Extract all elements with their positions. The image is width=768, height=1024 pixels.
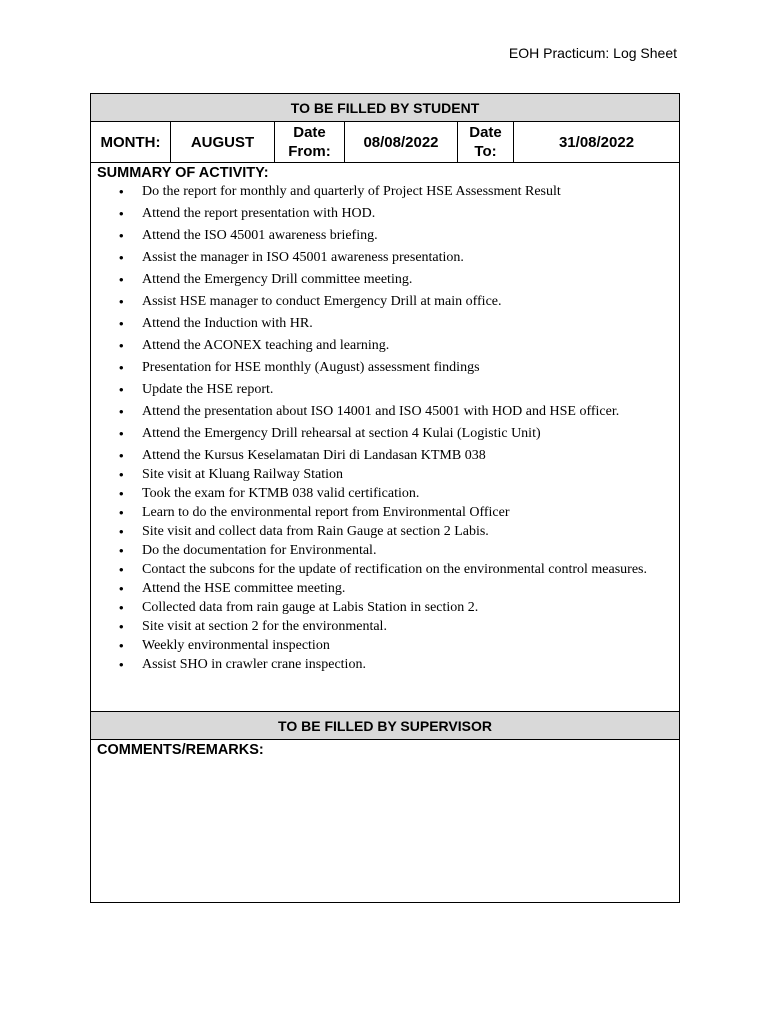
date-from-label: Date From: (275, 122, 345, 163)
date-to-label: Date To: (458, 122, 514, 163)
activity-item: • Took the exam for KTMB 038 valid certification. (142, 485, 679, 502)
activity-item: • Attend the Induction with HR. (142, 315, 679, 332)
month-value[interactable]: AUGUST (171, 122, 275, 163)
activity-item: • Update the HSE report. (142, 381, 679, 398)
activity-item: • Assist SHO in crawler crane inspection. (142, 656, 679, 673)
month-label: MONTH: (91, 122, 171, 163)
activity-item: • Assist the manager in ISO 45001 awareness presentation. (142, 249, 679, 266)
activity-item: • Attend the report presentation with HOD. (142, 205, 679, 222)
activity-item: • Attend the presentation about ISO 14001 and ISO 45001 with HOD and HSE officer. (142, 403, 679, 420)
activity-item: • Attend the Emergency Drill rehearsal at section 4 Kulai (Logistic Unit) (142, 425, 679, 442)
summary-label: SUMMARY OF ACTIVITY: (97, 165, 269, 181)
activity-item: • Do the documentation for Environmental. (142, 542, 679, 559)
activity-list (91, 183, 679, 673)
activity-item: • Site visit at section 2 for the environmental. (142, 618, 679, 635)
activity-item: • Do the report for monthly and quarterly of Project HSE Assessment Result (142, 183, 679, 200)
date-to-value[interactable]: 31/08/2022 (514, 122, 680, 163)
comments-value[interactable] (91, 758, 679, 762)
comments-cell[interactable] (91, 740, 680, 903)
activity-item: • Site visit at Kluang Railway Station (142, 466, 679, 483)
activity-item: • Assist HSE manager to conduct Emergency Drill at main office. (142, 293, 679, 310)
activity-item: • Attend the ACONEX teaching and learning. (142, 337, 679, 354)
supervisor-section-title: TO BE FILLED BY SUPERVISOR (91, 712, 680, 740)
activity-item: • Site visit and collect data from Rain Gauge at section 2 Labis. (142, 523, 679, 540)
date-from-value[interactable]: 08/08/2022 (345, 122, 458, 163)
activity-item: • Presentation for HSE monthly (August) assessment findings (142, 359, 679, 376)
student-section-title: TO BE FILLED BY STUDENT (91, 94, 680, 122)
activity-item: • Attend the ISO 45001 awareness briefing. (142, 227, 679, 244)
activity-item: • Attend the HSE committee meeting. (142, 580, 679, 597)
summary-of-activity-cell (91, 163, 680, 712)
log-sheet-table (90, 93, 680, 903)
activity-item: • Contact the subcons for the update of rectification on the environmental control measures. (142, 561, 679, 578)
activity-item: • Attend the Emergency Drill committee meeting. (142, 271, 679, 288)
comments-label: COMMENTS/REMARKS: (97, 742, 264, 758)
activity-item: • Collected data from rain gauge at Labis Station in section 2. (142, 599, 679, 616)
activity-item: • Attend the Kursus Keselamatan Diri di Landasan KTMB 038 (142, 447, 679, 464)
activity-item: • Weekly environmental inspection (142, 637, 679, 654)
page-header: EOH Practicum: Log Sheet (508, 45, 677, 61)
activity-item: • Learn to do the environmental report from Environmental Officer (142, 504, 679, 521)
